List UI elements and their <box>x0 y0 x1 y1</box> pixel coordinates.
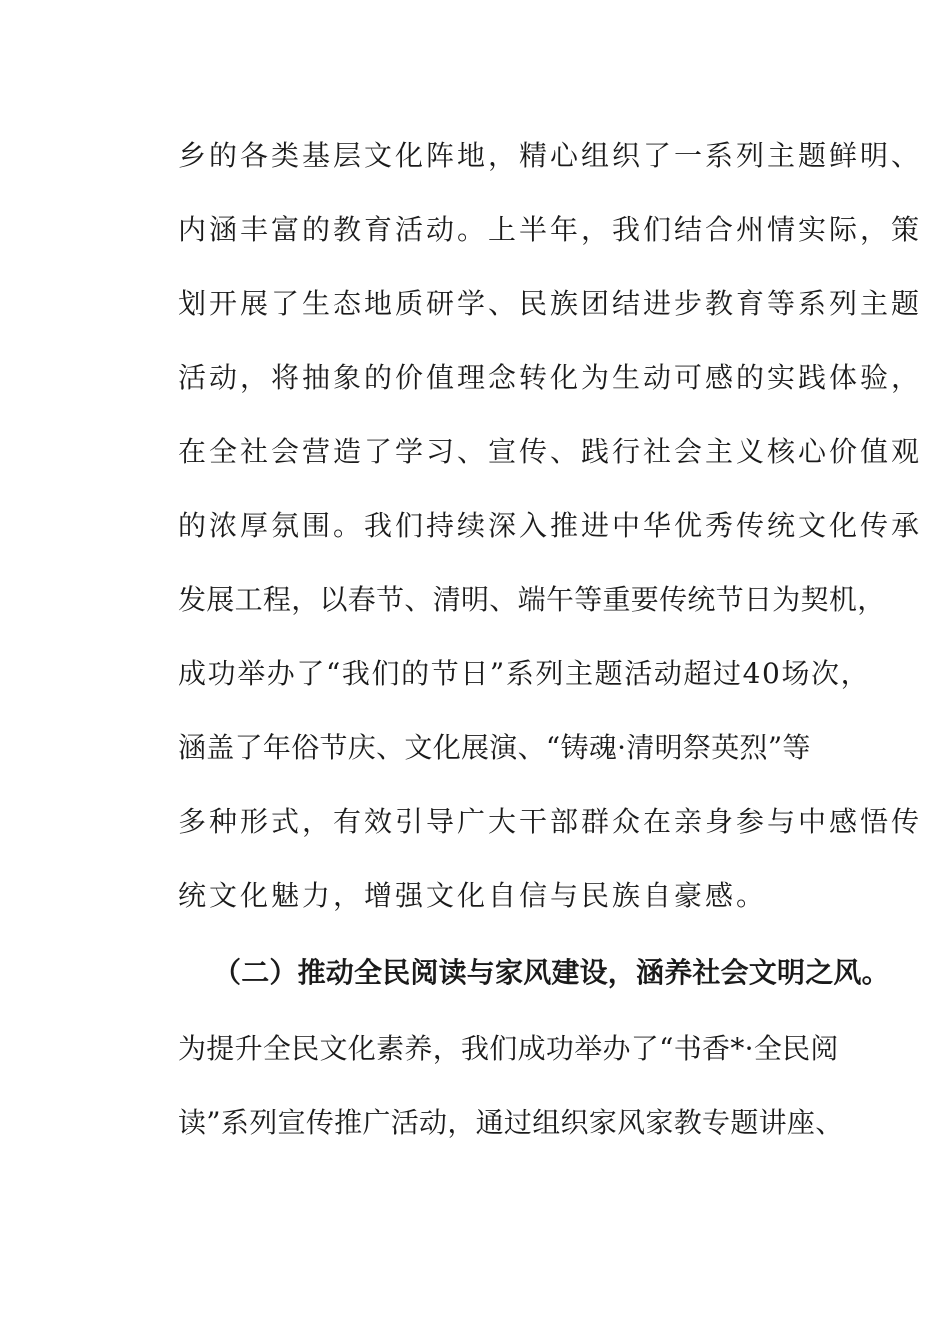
text-line: 活动，将抽象的价值理念转化为生动可感的实践体验， <box>178 361 923 394</box>
text-line: 多种形式，有效引导广大干部群众在亲身参与中感悟传 <box>178 805 923 838</box>
text-line: 读”系列宣传推广活动，通过组织家风家教专题讲座、 <box>178 1106 844 1139</box>
text-line: 在全社会营造了学习、宣传、践行社会主义核心价值观 <box>178 435 923 468</box>
text-line: 乡的各类基层文化阵地，精心组织了一系列主题鲜明、 <box>178 139 923 172</box>
text-line: 统文化魅力，增强文化自信与民族自豪感。 <box>178 879 768 912</box>
text-line: 发展工程，以春节、清明、端午等重要传统节日为契机， <box>178 583 886 616</box>
text-line: 成功举办了“我们的节日”系列主题活动超过40场次， <box>178 657 871 690</box>
text-line: 为提升全民文化素养，我们成功举办了“书香*·全民阅 <box>178 1032 839 1065</box>
text-line: 划开展了生态地质研学、民族团结进步教育等系列主题 <box>178 287 923 320</box>
text-line: 涵盖了年俗节庆、文化展演、“铸魂·清明祭英烈”等 <box>178 731 811 764</box>
section-heading: （二）推动全民阅读与家风建设，涵养社会文明之风。 <box>213 956 890 989</box>
text-line: 内涵丰富的教育活动。上半年，我们结合州情实际，策 <box>178 213 923 246</box>
text-line: 的浓厚氛围。我们持续深入推进中华优秀传统文化传承 <box>178 509 923 542</box>
